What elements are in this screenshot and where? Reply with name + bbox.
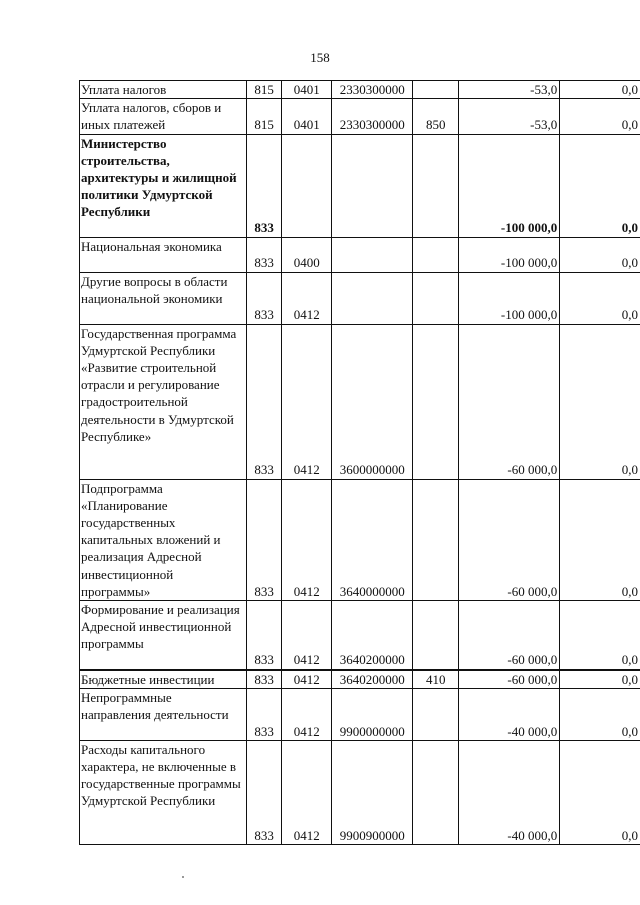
- cell-amount-change: -53,0: [459, 81, 560, 99]
- cell-name: Уплата налогов, сборов и иных платежей: [80, 99, 247, 134]
- cell-exp-type: 410: [413, 670, 459, 689]
- cell-amount-next: 0,0: [560, 99, 640, 134]
- cell-exp-type: [413, 134, 459, 237]
- cell-target: 2330300000: [332, 81, 413, 99]
- table-row: [80, 324, 640, 479]
- cell-section: 0412: [282, 601, 332, 670]
- cell-ministry: 833: [247, 134, 282, 237]
- cell-name: Государственная программа Удмуртской Республики «Развитие строительной отрасли и регулирование градостроительной деятельности в Удмуртской Республике»: [80, 324, 247, 479]
- cell-ministry: 833: [247, 272, 282, 324]
- cell-section: 0412: [282, 479, 332, 600]
- cell-name: Подпрограмма «Планирование государственных капитальных вложений и реализация Адресной инвестиционной программы»: [80, 479, 247, 600]
- cell-amount-change: -100 000,0: [459, 237, 560, 272]
- cell-amount-next: 0,0: [560, 237, 640, 272]
- cell-ministry: 833: [247, 324, 282, 479]
- cell-amount-next: 0,0: [560, 740, 640, 844]
- cell-amount-change: -60 000,0: [459, 479, 560, 600]
- cell-ministry: 833: [247, 670, 282, 689]
- cell-amount-next: 0,0: [560, 272, 640, 324]
- scan-dot: [182, 876, 184, 878]
- cell-ministry: 833: [247, 479, 282, 600]
- budget-table: [79, 80, 640, 845]
- table-body: [80, 81, 640, 845]
- table-row: [80, 670, 640, 689]
- table-row: [80, 740, 640, 844]
- cell-section: 0412: [282, 688, 332, 740]
- cell-exp-type: [413, 688, 459, 740]
- cell-exp-type: [413, 81, 459, 99]
- cell-name: Непрограммные направления деятельности: [80, 688, 247, 740]
- cell-section: 0412: [282, 272, 332, 324]
- cell-name: Бюджетные инвестиции: [80, 670, 247, 689]
- cell-ministry: 833: [247, 237, 282, 272]
- cell-target: 3600000000: [332, 324, 413, 479]
- table-row: [80, 272, 640, 324]
- cell-amount-next: 0,0: [560, 688, 640, 740]
- cell-target: 3640200000: [332, 670, 413, 689]
- cell-target: [332, 134, 413, 237]
- cell-section: 0401: [282, 99, 332, 134]
- cell-amount-change: -60 000,0: [459, 324, 560, 479]
- cell-amount-change: -60 000,0: [459, 670, 560, 689]
- cell-ministry: 833: [247, 740, 282, 844]
- cell-section: 0400: [282, 237, 332, 272]
- cell-name: Министерство строительства, архитектуры и жилищной политики Удмуртской Республики: [80, 134, 247, 237]
- cell-amount-next: 0,0: [560, 479, 640, 600]
- cell-amount-change: -40 000,0: [459, 688, 560, 740]
- cell-exp-type: [413, 601, 459, 670]
- cell-target: [332, 272, 413, 324]
- cell-ministry: 815: [247, 81, 282, 99]
- cell-amount-next: 0,0: [560, 601, 640, 670]
- cell-amount-next: 0,0: [560, 324, 640, 479]
- table-row: [80, 479, 640, 600]
- cell-section: 0401: [282, 81, 332, 99]
- cell-exp-type: [413, 237, 459, 272]
- table-row: [80, 601, 640, 670]
- cell-amount-next: 0,0: [560, 670, 640, 689]
- cell-section: 0412: [282, 324, 332, 479]
- cell-ministry: 833: [247, 688, 282, 740]
- cell-amount-next: 0,0: [560, 81, 640, 99]
- cell-target: 3640200000: [332, 601, 413, 670]
- cell-target: 2330300000: [332, 99, 413, 134]
- cell-name: Национальная экономика: [80, 237, 247, 272]
- cell-section: [282, 134, 332, 237]
- cell-section: 0412: [282, 740, 332, 844]
- cell-exp-type: [413, 740, 459, 844]
- cell-target: 9900900000: [332, 740, 413, 844]
- cell-section: 0412: [282, 670, 332, 689]
- table-row: [80, 688, 640, 740]
- cell-ministry: 833: [247, 601, 282, 670]
- cell-target: 9900000000: [332, 688, 413, 740]
- cell-exp-type: 850: [413, 99, 459, 134]
- cell-name: Расходы капитального характера, не включенные в государственные программы Удмуртской Республики: [80, 740, 247, 844]
- cell-ministry: 815: [247, 99, 282, 134]
- cell-amount-next: 0,0: [560, 134, 640, 237]
- cell-target: [332, 237, 413, 272]
- cell-target: 3640000000: [332, 479, 413, 600]
- table-row: [80, 237, 640, 272]
- cell-amount-change: -100 000,0: [459, 134, 560, 237]
- table-row: [80, 81, 640, 99]
- cell-exp-type: [413, 479, 459, 600]
- cell-name: Уплата налогов: [80, 81, 247, 99]
- cell-name: Другие вопросы в области национальной экономики: [80, 272, 247, 324]
- table-row: [80, 99, 640, 134]
- page-number: 158: [310, 50, 330, 65]
- cell-exp-type: [413, 272, 459, 324]
- cell-exp-type: [413, 324, 459, 479]
- cell-amount-change: -60 000,0: [459, 601, 560, 670]
- table-row: [80, 134, 640, 237]
- cell-name: Формирование и реализация Адресной инвестиционной программы: [80, 601, 247, 670]
- cell-amount-change: -40 000,0: [459, 740, 560, 844]
- cell-amount-change: -100 000,0: [459, 272, 560, 324]
- cell-amount-change: -53,0: [459, 99, 560, 134]
